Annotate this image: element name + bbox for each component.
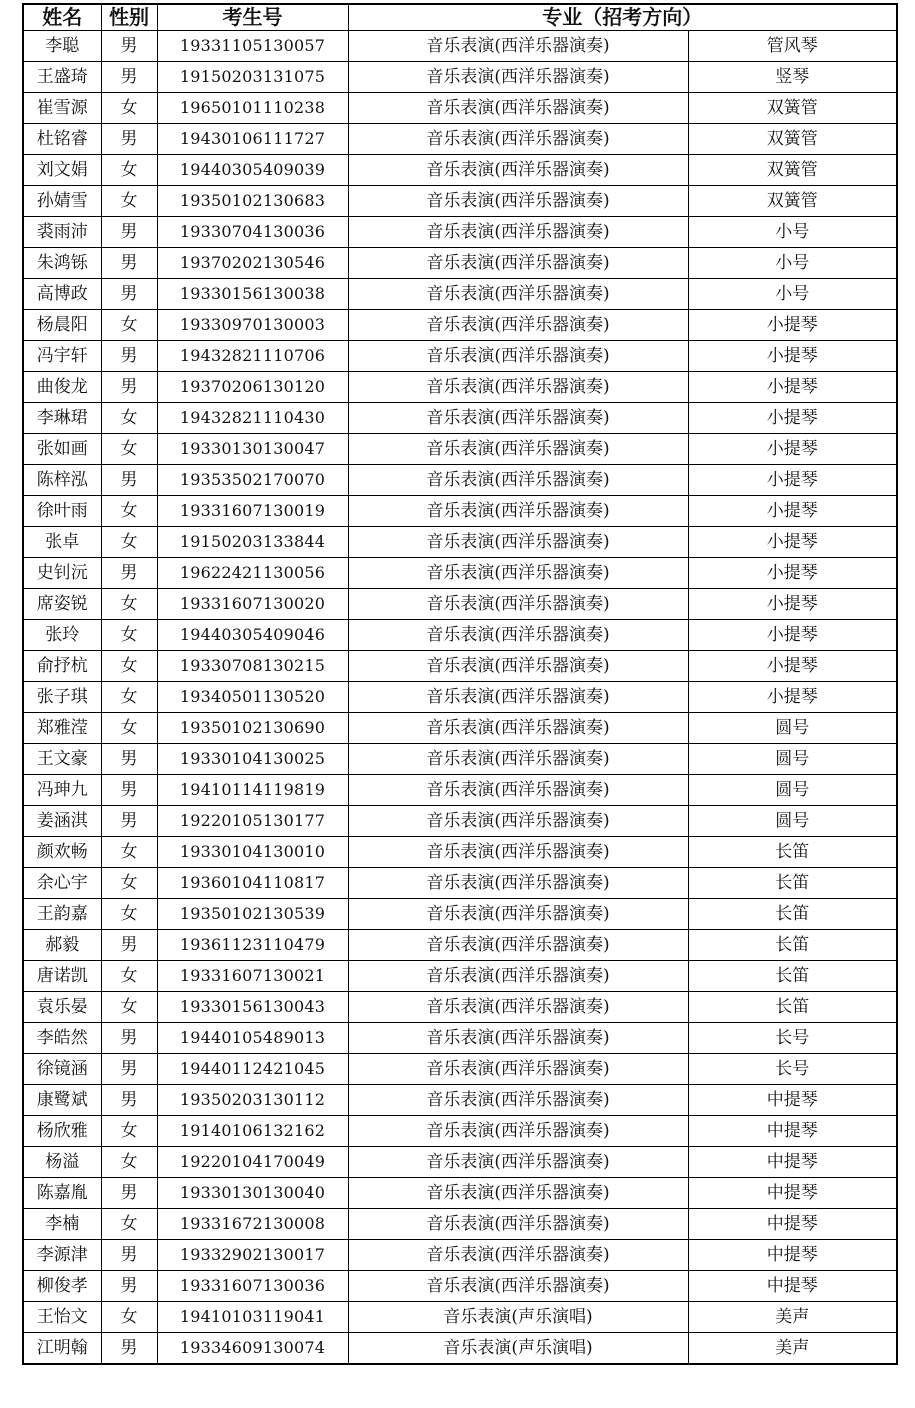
cell-exam-no: 19330970130003 (157, 310, 348, 341)
cell-name: 李琳珺 (23, 403, 101, 434)
cell-name: 姜涵淇 (23, 806, 101, 837)
table-row (23, 124, 897, 155)
table-row (23, 899, 897, 930)
cell-major: 音乐表演(西洋乐器演奏) (348, 62, 688, 93)
cell-gender: 男 (101, 558, 157, 589)
cell-major: 音乐表演(西洋乐器演奏) (348, 124, 688, 155)
cell-exam-no: 19350203130112 (157, 1085, 348, 1116)
table-row (23, 775, 897, 806)
cell-gender: 男 (101, 1271, 157, 1302)
cell-name: 李皓然 (23, 1023, 101, 1054)
cell-gender: 男 (101, 341, 157, 372)
cell-gender: 男 (101, 62, 157, 93)
cell-direction: 小提琴 (688, 558, 897, 589)
table-row (23, 1240, 897, 1271)
cell-direction: 小提琴 (688, 434, 897, 465)
cell-exam-no: 19330708130215 (157, 651, 348, 682)
cell-name: 张子琪 (23, 682, 101, 713)
cell-exam-no: 19432821110706 (157, 341, 348, 372)
cell-name: 俞抒杭 (23, 651, 101, 682)
cell-direction: 圆号 (688, 775, 897, 806)
cell-gender: 女 (101, 620, 157, 651)
cell-gender: 男 (101, 1054, 157, 1085)
cell-gender: 男 (101, 806, 157, 837)
table-row (23, 930, 897, 961)
cell-major: 音乐表演(西洋乐器演奏) (348, 1023, 688, 1054)
cell-exam-no: 19410103119041 (157, 1302, 348, 1333)
cell-direction: 长笛 (688, 961, 897, 992)
table-row (23, 558, 897, 589)
cell-gender: 男 (101, 744, 157, 775)
cell-major: 音乐表演(西洋乐器演奏) (348, 31, 688, 62)
cell-gender: 女 (101, 682, 157, 713)
cell-name: 孙婧雪 (23, 186, 101, 217)
cell-major: 音乐表演(西洋乐器演奏) (348, 1116, 688, 1147)
cell-major: 音乐表演(西洋乐器演奏) (348, 930, 688, 961)
table-row (23, 186, 897, 217)
cell-major: 音乐表演(西洋乐器演奏) (348, 310, 688, 341)
cell-exam-no: 19340501130520 (157, 682, 348, 713)
cell-name: 杨欣雅 (23, 1116, 101, 1147)
cell-major: 音乐表演(西洋乐器演奏) (348, 1240, 688, 1271)
cell-direction: 小提琴 (688, 682, 897, 713)
table-row (23, 1178, 897, 1209)
table-row (23, 1116, 897, 1147)
cell-direction: 小号 (688, 217, 897, 248)
cell-major: 音乐表演(西洋乐器演奏) (348, 899, 688, 930)
cell-gender: 女 (101, 1116, 157, 1147)
cell-name: 徐叶雨 (23, 496, 101, 527)
cell-name: 徐镜涵 (23, 1054, 101, 1085)
cell-gender: 男 (101, 465, 157, 496)
cell-gender: 女 (101, 961, 157, 992)
cell-name: 冯珅九 (23, 775, 101, 806)
table-row (23, 651, 897, 682)
cell-major: 音乐表演(西洋乐器演奏) (348, 341, 688, 372)
cell-exam-no: 19350102130683 (157, 186, 348, 217)
cell-direction: 小提琴 (688, 496, 897, 527)
cell-exam-no: 19360104110817 (157, 868, 348, 899)
cell-direction: 中提琴 (688, 1209, 897, 1240)
header-row (23, 4, 897, 31)
cell-major: 音乐表演(西洋乐器演奏) (348, 279, 688, 310)
cell-gender: 女 (101, 496, 157, 527)
cell-exam-no: 19370202130546 (157, 248, 348, 279)
cell-name: 郝毅 (23, 930, 101, 961)
table-row (23, 961, 897, 992)
table-body (23, 31, 897, 1365)
cell-gender: 男 (101, 31, 157, 62)
cell-name: 张如画 (23, 434, 101, 465)
cell-major: 音乐表演(西洋乐器演奏) (348, 403, 688, 434)
cell-direction: 小提琴 (688, 527, 897, 558)
cell-name: 史钊沅 (23, 558, 101, 589)
cell-direction: 小提琴 (688, 589, 897, 620)
cell-major: 音乐表演(西洋乐器演奏) (348, 558, 688, 589)
cell-gender: 女 (101, 868, 157, 899)
cell-major: 音乐表演(西洋乐器演奏) (348, 992, 688, 1023)
cell-direction: 中提琴 (688, 1116, 897, 1147)
cell-gender: 女 (101, 310, 157, 341)
cell-gender: 女 (101, 434, 157, 465)
cell-exam-no: 19330104130010 (157, 837, 348, 868)
cell-name: 李楠 (23, 1209, 101, 1240)
table-row (23, 496, 897, 527)
table-row (23, 1302, 897, 1333)
cell-gender: 男 (101, 124, 157, 155)
cell-exam-no: 19410114119819 (157, 775, 348, 806)
table-row (23, 465, 897, 496)
table-row (23, 1209, 897, 1240)
cell-major: 音乐表演(西洋乐器演奏) (348, 651, 688, 682)
cell-direction: 小提琴 (688, 651, 897, 682)
cell-direction: 小号 (688, 248, 897, 279)
cell-exam-no: 19334609130074 (157, 1333, 348, 1365)
cell-name: 张玲 (23, 620, 101, 651)
cell-name: 颜欢畅 (23, 837, 101, 868)
cell-exam-no: 19350102130539 (157, 899, 348, 930)
cell-exam-no: 19331607130019 (157, 496, 348, 527)
cell-major: 音乐表演(西洋乐器演奏) (348, 93, 688, 124)
cell-direction: 小提琴 (688, 403, 897, 434)
cell-exam-no: 19440305409039 (157, 155, 348, 186)
cell-exam-no: 19430106111727 (157, 124, 348, 155)
header-exam-no: 考生号 (157, 4, 348, 31)
cell-direction: 中提琴 (688, 1085, 897, 1116)
cell-gender: 女 (101, 93, 157, 124)
table-row (23, 806, 897, 837)
cell-major: 音乐表演(西洋乐器演奏) (348, 775, 688, 806)
table-row (23, 1054, 897, 1085)
cell-name: 杨晨阳 (23, 310, 101, 341)
cell-exam-no: 19150203133844 (157, 527, 348, 558)
cell-gender: 男 (101, 248, 157, 279)
cell-direction: 双簧管 (688, 124, 897, 155)
table-row (23, 837, 897, 868)
cell-major: 音乐表演(西洋乐器演奏) (348, 217, 688, 248)
cell-major: 音乐表演(西洋乐器演奏) (348, 620, 688, 651)
cell-major: 音乐表演(西洋乐器演奏) (348, 1178, 688, 1209)
cell-exam-no: 19432821110430 (157, 403, 348, 434)
cell-gender: 女 (101, 527, 157, 558)
cell-exam-no: 19140106132162 (157, 1116, 348, 1147)
cell-gender: 女 (101, 837, 157, 868)
cell-gender: 女 (101, 992, 157, 1023)
cell-major: 音乐表演(西洋乐器演奏) (348, 1085, 688, 1116)
table-row (23, 1147, 897, 1178)
cell-name: 陈嘉胤 (23, 1178, 101, 1209)
table-row (23, 1271, 897, 1302)
cell-exam-no: 19440112421045 (157, 1054, 348, 1085)
table-row (23, 403, 897, 434)
cell-major: 音乐表演(西洋乐器演奏) (348, 744, 688, 775)
cell-major: 音乐表演(西洋乐器演奏) (348, 1271, 688, 1302)
cell-direction: 长笛 (688, 992, 897, 1023)
cell-direction: 中提琴 (688, 1240, 897, 1271)
cell-direction: 管风琴 (688, 31, 897, 62)
cell-exam-no: 19332902130017 (157, 1240, 348, 1271)
header-major: 专业（招考方向） (348, 4, 897, 31)
cell-gender: 男 (101, 1333, 157, 1365)
cell-name: 郑雅滢 (23, 713, 101, 744)
cell-gender: 男 (101, 279, 157, 310)
cell-exam-no: 19350102130690 (157, 713, 348, 744)
cell-exam-no: 19330704130036 (157, 217, 348, 248)
cell-direction: 圆号 (688, 806, 897, 837)
cell-exam-no: 19331607130020 (157, 589, 348, 620)
table-row (23, 434, 897, 465)
cell-exam-no: 19331607130021 (157, 961, 348, 992)
cell-major: 音乐表演(声乐演唱) (348, 1302, 688, 1333)
table-row (23, 527, 897, 558)
cell-name: 余心宇 (23, 868, 101, 899)
cell-name: 张卓 (23, 527, 101, 558)
table-row (23, 372, 897, 403)
cell-direction: 小提琴 (688, 341, 897, 372)
cell-exam-no: 19331607130036 (157, 1271, 348, 1302)
cell-major: 音乐表演(西洋乐器演奏) (348, 248, 688, 279)
cell-direction: 小提琴 (688, 310, 897, 341)
cell-gender: 女 (101, 403, 157, 434)
cell-major: 音乐表演(西洋乐器演奏) (348, 372, 688, 403)
table-row (23, 279, 897, 310)
cell-name: 裘雨沛 (23, 217, 101, 248)
cell-direction: 双簧管 (688, 186, 897, 217)
cell-direction: 小提琴 (688, 620, 897, 651)
table-row (23, 341, 897, 372)
cell-gender: 女 (101, 713, 157, 744)
admission-table (22, 3, 898, 1365)
table-row (23, 1333, 897, 1365)
cell-name: 席姿锐 (23, 589, 101, 620)
cell-major: 音乐表演(西洋乐器演奏) (348, 186, 688, 217)
admission-list-sheet (22, 3, 896, 1365)
cell-name: 高博政 (23, 279, 101, 310)
cell-name: 李源津 (23, 1240, 101, 1271)
cell-major: 音乐表演(西洋乐器演奏) (348, 589, 688, 620)
cell-gender: 男 (101, 372, 157, 403)
cell-gender: 女 (101, 155, 157, 186)
cell-exam-no: 19331105130057 (157, 31, 348, 62)
cell-major: 音乐表演(西洋乐器演奏) (348, 713, 688, 744)
cell-name: 王怡文 (23, 1302, 101, 1333)
cell-gender: 女 (101, 186, 157, 217)
cell-name: 王文豪 (23, 744, 101, 775)
cell-direction: 长笛 (688, 930, 897, 961)
cell-direction: 圆号 (688, 744, 897, 775)
cell-direction: 竖琴 (688, 62, 897, 93)
cell-gender: 男 (101, 217, 157, 248)
cell-direction: 中提琴 (688, 1271, 897, 1302)
table-row (23, 713, 897, 744)
cell-major: 音乐表演(西洋乐器演奏) (348, 837, 688, 868)
cell-direction: 美声 (688, 1333, 897, 1365)
cell-name: 柳俊孝 (23, 1271, 101, 1302)
cell-exam-no: 19150203131075 (157, 62, 348, 93)
cell-direction: 美声 (688, 1302, 897, 1333)
cell-exam-no: 19330156130038 (157, 279, 348, 310)
cell-direction: 长笛 (688, 899, 897, 930)
cell-gender: 男 (101, 1240, 157, 1271)
table-row (23, 620, 897, 651)
table-row (23, 1023, 897, 1054)
header-name: 姓名 (23, 4, 101, 31)
cell-gender: 男 (101, 1085, 157, 1116)
table-row (23, 62, 897, 93)
cell-name: 王韵嘉 (23, 899, 101, 930)
cell-major: 音乐表演(西洋乐器演奏) (348, 527, 688, 558)
cell-name: 康鹭斌 (23, 1085, 101, 1116)
table-row (23, 868, 897, 899)
cell-direction: 双簧管 (688, 155, 897, 186)
cell-major: 音乐表演(西洋乐器演奏) (348, 961, 688, 992)
table-row (23, 93, 897, 124)
table-row (23, 992, 897, 1023)
cell-exam-no: 19361123110479 (157, 930, 348, 961)
cell-name: 江明翰 (23, 1333, 101, 1365)
cell-direction: 中提琴 (688, 1147, 897, 1178)
cell-direction: 长笛 (688, 868, 897, 899)
cell-direction: 长号 (688, 1054, 897, 1085)
cell-gender: 女 (101, 899, 157, 930)
table-row (23, 682, 897, 713)
table-row (23, 744, 897, 775)
cell-name: 崔雪源 (23, 93, 101, 124)
cell-exam-no: 19331672130008 (157, 1209, 348, 1240)
cell-name: 冯宇轩 (23, 341, 101, 372)
cell-exam-no: 19220105130177 (157, 806, 348, 837)
cell-gender: 女 (101, 1147, 157, 1178)
cell-major: 音乐表演(西洋乐器演奏) (348, 155, 688, 186)
cell-name: 曲俊龙 (23, 372, 101, 403)
table-row (23, 310, 897, 341)
table-row (23, 31, 897, 62)
cell-direction: 长号 (688, 1023, 897, 1054)
cell-direction: 圆号 (688, 713, 897, 744)
cell-name: 李聪 (23, 31, 101, 62)
header-gender: 性别 (101, 4, 157, 31)
cell-direction: 双簧管 (688, 93, 897, 124)
cell-gender: 男 (101, 1023, 157, 1054)
cell-direction: 小号 (688, 279, 897, 310)
cell-gender: 女 (101, 1302, 157, 1333)
cell-name: 杜铭睿 (23, 124, 101, 155)
cell-exam-no: 19440105489013 (157, 1023, 348, 1054)
cell-exam-no: 19440305409046 (157, 620, 348, 651)
cell-major: 音乐表演(西洋乐器演奏) (348, 1054, 688, 1085)
table-row (23, 589, 897, 620)
cell-name: 袁乐晏 (23, 992, 101, 1023)
cell-major: 音乐表演(西洋乐器演奏) (348, 434, 688, 465)
cell-exam-no: 19330104130025 (157, 744, 348, 775)
cell-major: 音乐表演(西洋乐器演奏) (348, 465, 688, 496)
cell-gender: 男 (101, 930, 157, 961)
table-row (23, 217, 897, 248)
cell-direction: 长笛 (688, 837, 897, 868)
cell-name: 刘文娟 (23, 155, 101, 186)
cell-major: 音乐表演(西洋乐器演奏) (348, 806, 688, 837)
cell-major: 音乐表演(声乐演唱) (348, 1333, 688, 1365)
cell-name: 陈梓泓 (23, 465, 101, 496)
cell-major: 音乐表演(西洋乐器演奏) (348, 1209, 688, 1240)
cell-gender: 男 (101, 1178, 157, 1209)
cell-direction: 小提琴 (688, 465, 897, 496)
cell-exam-no: 19330130130047 (157, 434, 348, 465)
cell-name: 朱鸿铄 (23, 248, 101, 279)
table-row (23, 155, 897, 186)
cell-gender: 女 (101, 589, 157, 620)
table-row (23, 1085, 897, 1116)
cell-exam-no: 19353502170070 (157, 465, 348, 496)
cell-major: 音乐表演(西洋乐器演奏) (348, 868, 688, 899)
cell-exam-no: 19330130130040 (157, 1178, 348, 1209)
cell-exam-no: 19220104170049 (157, 1147, 348, 1178)
cell-major: 音乐表演(西洋乐器演奏) (348, 682, 688, 713)
cell-gender: 女 (101, 1209, 157, 1240)
cell-exam-no: 19370206130120 (157, 372, 348, 403)
table-row (23, 248, 897, 279)
cell-name: 王盛琦 (23, 62, 101, 93)
cell-gender: 男 (101, 775, 157, 806)
cell-exam-no: 19622421130056 (157, 558, 348, 589)
cell-exam-no: 19650101110238 (157, 93, 348, 124)
cell-major: 音乐表演(西洋乐器演奏) (348, 1147, 688, 1178)
cell-name: 杨溢 (23, 1147, 101, 1178)
cell-direction: 小提琴 (688, 372, 897, 403)
cell-direction: 中提琴 (688, 1178, 897, 1209)
cell-gender: 女 (101, 651, 157, 682)
cell-name: 唐诺凯 (23, 961, 101, 992)
cell-exam-no: 19330156130043 (157, 992, 348, 1023)
cell-major: 音乐表演(西洋乐器演奏) (348, 496, 688, 527)
